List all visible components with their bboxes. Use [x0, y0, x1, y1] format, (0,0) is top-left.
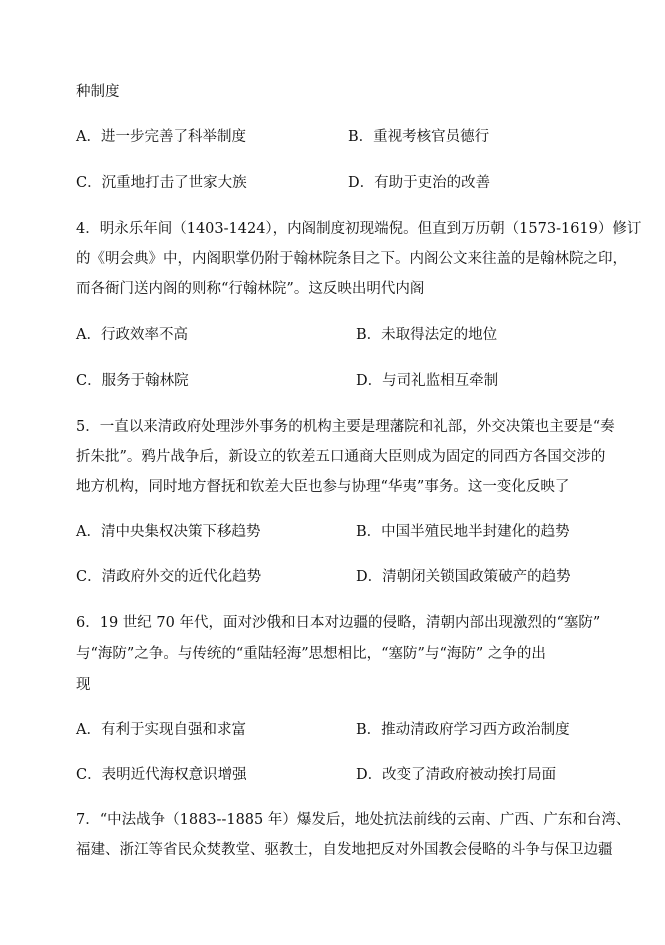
question-4-option-d: D．与司礼监相互牵制 — [356, 373, 499, 389]
question-6-option-c: C．表明近代海权意识增强 — [76, 767, 247, 783]
question-4-line-1: 4．明永乐年间（1403-1424），内阁制度初现端倪。但直到万历朝（1573-1619）修订 — [76, 221, 642, 237]
question-4-line-3: 而各衙门送内阁的则称“行翰林院”。这反映出明代内阁 — [76, 281, 425, 297]
question-6-line-2: 与“海防”之争。与传统的“重陆轻海”思想相比，“塞防”与“海防” 之争的出 — [76, 646, 546, 662]
question-7-line-2: 福建、浙江等省民众焚教堂、驱教士，自发地把反对外国教会侵略的斗争与保卫边疆 — [76, 842, 613, 858]
question-4-option-c: C．服务于翰林院 — [76, 373, 189, 389]
question-7-line-1: 7．“中法战争（1883--1885 年）爆发后，地处抗法前线的云南、广西、广东和台湾、 — [76, 812, 631, 828]
question-5-line-3: 地方机构，同时地方督抚和钦差大臣也参与协理“华夷”事务。这一变化反映了 — [76, 479, 570, 495]
option-a: A．进一步完善了科举制度 — [76, 129, 246, 145]
option-c: C．沉重地打击了世家大族 — [76, 175, 247, 191]
question-4-option-a: A．行政效率不高 — [76, 327, 188, 343]
question-5-option-b: B．中国半殖民地半封建化的趋势 — [356, 524, 570, 540]
question-6-line-1: 6．19 世纪 70 年代，面对沙俄和日本对边疆的侵略，清朝内部出现激烈的“塞防” — [76, 615, 601, 631]
question-6-line-3: 现 — [76, 677, 91, 693]
question-4-line-2: 的《明会典》中，内阁职掌仍附于翰林院条目之下。内阁公文来往盖的是翰林院之印， — [76, 251, 627, 267]
option-d: D．有助于吏治的改善 — [348, 175, 491, 191]
question-6-option-b: B．推动清政府学习西方政治制度 — [356, 722, 570, 738]
question-text-line: 种制度 — [76, 84, 120, 100]
question-5-option-d: D．清朝闭关锁国政策破产的趋势 — [356, 569, 571, 585]
question-5-option-a: A．清中央集权决策下移趋势 — [76, 524, 261, 540]
question-4-option-b: B．未取得法定的地位 — [356, 327, 498, 343]
question-6-option-a: A．有利于实现自强和求富 — [76, 722, 246, 738]
option-b: B．重视考核官员德行 — [348, 129, 490, 145]
question-5-option-c: C．清政府外交的近代化趋势 — [76, 569, 262, 585]
question-6-option-d: D．改变了清政府被动挨打局面 — [356, 767, 557, 783]
question-5-line-2: 折朱批”。鸦片战争后，新设立的钦差五口通商大臣则成为固定的同西方各国交涉的 — [76, 449, 606, 465]
question-5-line-1: 5．一直以来清政府处理涉外事务的机构主要是理藩院和礼部，外交决策也主要是“奏 — [76, 419, 615, 435]
